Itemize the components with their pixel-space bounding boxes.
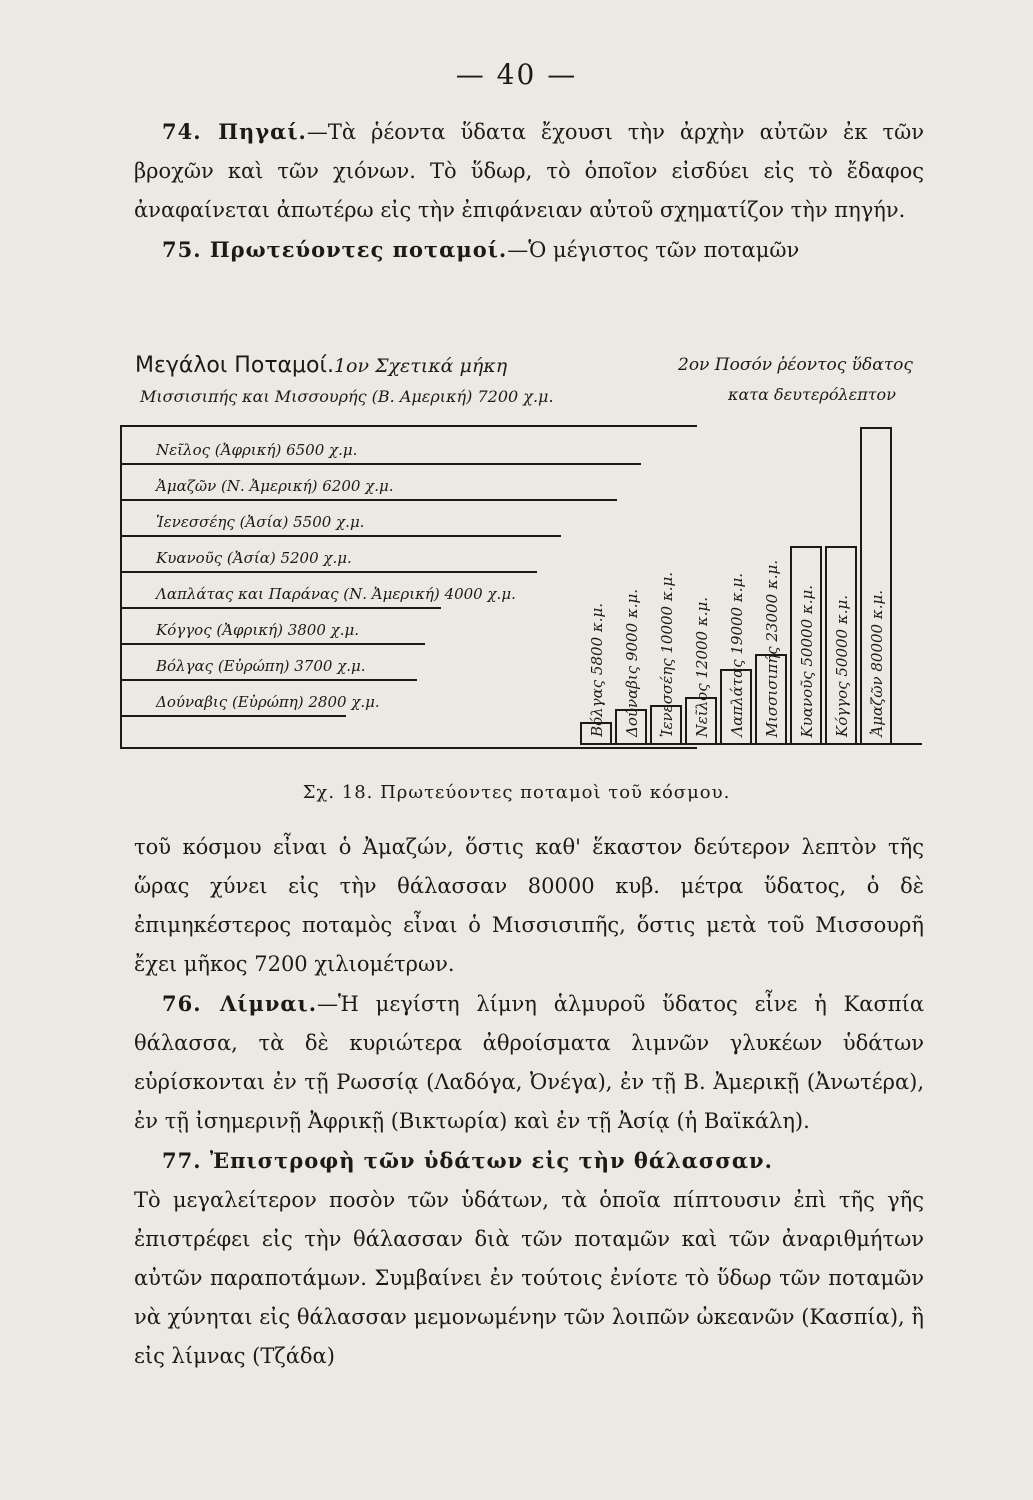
paragraph-75 [134, 230, 924, 270]
paragraph-76-text: —Ἡ μεγίστη λίμνη ἁλμυροῦ ὕδατος εἶνε ἡ Κασπία θάλασσα, τὰ δὲ κυριώτερα ἀθροίσματα λιμνῶν γλυκέων ὑδάτων εὑρίσκονται ἐν τῇ Ρωσσίᾳ (Λαδόγα, Ὀνέγα), ἐν τῇ Β. Ἀμερικῇ (Ἀνωτέρα), ἐν τῇ ἰσημερινῇ Ἀφρικῇ (Βικτωρία) καὶ ἐν τῇ Ἀσίᾳ (ἡ Βαϊκάλη). [134, 992, 925, 1133]
length-bar-label: Ἱενεσσέης (Ἀσία) 5500 χ.μ. [156, 513, 365, 531]
figure-title-right: 2ον Ποσόν ῥέοντος ὕδατος [678, 355, 913, 375]
discharge-bar-label: Κυανοῦς 50000 κ.μ. [798, 584, 816, 737]
heading-75: 75. Πρωτεύοντες ποταμοί. [162, 237, 508, 262]
discharge-baseline [580, 743, 922, 745]
paragraph-77 [134, 1141, 924, 1181]
length-bar-label: Κυανοῦς (Ἀσία) 5200 χ.μ. [156, 549, 352, 567]
figure-title-left [135, 353, 507, 378]
length-bar-label: Βόλγας (Εὐρώπη) 3700 χ.μ. [156, 657, 366, 675]
discharge-bar-label: Ἱενεσσέης 10000 κ.μ. [658, 571, 676, 737]
discharge-bar-label: Βόλγας 5800 κ.μ. [588, 603, 606, 737]
length-bar [122, 463, 617, 501]
paragraph-76 [134, 984, 924, 1141]
discharge-bar-label: Κόγγος 50000 κ.μ. [833, 595, 851, 737]
length-bar [122, 571, 516, 609]
discharge-chart [580, 425, 920, 745]
discharge-bar-label: Μισσισιπής 23000 κ.μ. [763, 559, 781, 737]
heading-76: 76. Λίμναι. [162, 991, 318, 1016]
length-bar-label: Νεῖλος (Ἀφρική) 6500 χ.μ. [156, 441, 358, 459]
figure-title-main: Μεγάλοι Ποταμοί. [135, 353, 334, 378]
length-bar [122, 607, 425, 645]
length-bar-label: Κόγγος (Ἀφρική) 3800 χ.μ. [156, 621, 360, 639]
discharge-bar-label: Δούναβις 9000 κ.μ. [623, 588, 641, 737]
discharge-bar-label: Λαπλάτας 19000 κ.μ. [728, 573, 746, 737]
length-bar-label: Λαπλάτας και Παράνας (Ν. Ἀμερική) 4000 χ.μ. [156, 585, 516, 603]
length-bar-label: Ἀμαζῶν (Ν. Ἀμερική) 6200 χ.μ. [156, 477, 394, 495]
figure-subtitle-right: κατα δευτερόλεπτον [728, 385, 896, 404]
figure-title-lengths: 1ον Σχετικά μήκη [333, 355, 508, 377]
paragraph-74-text: —Τὰ ῥέοντα ὕδατα ἔχουσι τὴν ἀρχὴν αὐτῶν ἐκ τῶν βροχῶν καὶ τῶν χιόνων. Τὸ ὕδωρ, τὸ ὁποῖον εἰσδύει εἰς τὸ ἔδαφος ἀναφαίνεται ἀπωτέρω εἰς τὴν ἐπιφάνειαν αὐτοῦ σχηματίζον τὴν πηγήν. [134, 120, 924, 222]
lower-text-block [134, 828, 924, 1376]
length-bar [122, 535, 537, 573]
length-bar [122, 499, 561, 537]
discharge-bar-label: Ἀμαζῶν 80000 κ.μ. [868, 590, 886, 737]
paragraph-75-text: —Ὁ μέγιστος τῶν ποταμῶν [507, 238, 800, 262]
top-bar-label: Μισσισιπής και Μισσουρής (Β. Αμερική) 7200 χ.μ. [140, 387, 554, 406]
paragraph-75-continued: τοῦ κόσμου εἶναι ὁ Ἀμαζών, ὅστις καθ' ἕκαστον δεύτερον λεπτὸν τῆς ὥρας χύνει εἰς τὴν θάλασσαν 80000 κυβ. μέτρα ὕδατος, ὁ δὲ ἐπιμηκέστερος ποταμὸς εἶναι ὁ Μισσισιπῆς, ὅστις μετὰ τοῦ Μισσουρῆ ἔχει μῆκος 7200 χιλιομέτρων. [134, 835, 924, 976]
discharge-bar-label: Νεῖλος 12000 κ.μ. [693, 596, 711, 737]
heading-74: 74. Πηγαί. [162, 119, 307, 144]
paragraph-77-text: Τὸ μεγαλείτερον ποσὸν τῶν ὑδάτων, τὰ ὁποῖα πίπτουσιν ἐπὶ τῆς γῆς ἐπιστρέφει εἰς τὴν θάλασσαν διὰ τῶν ποταμῶν καὶ τῶν ἀναριθμήτων αὐτῶν παραποτάμων. Συμβαίνει ἐν τούτοις ἐνίοτε τὸ ὕδωρ τῶν ποταμῶν νὰ χύνηται εἰς θάλασσαν μεμονωμένην τῶν λοιπῶν ὠκεανῶν (Κασπία), ἢ εἰς λίμνας (Τζάδα) [134, 1188, 924, 1368]
upper-text-block [134, 112, 924, 270]
heading-77: 77. Ἐπιστροφὴ τῶν ὑδάτων εἰς τὴν θάλασσαν. [162, 1148, 773, 1173]
length-bar-label: Δούναβις (Εὐρώπη) 2800 χ.μ. [156, 693, 380, 711]
length-bar [122, 643, 417, 681]
length-bar [122, 679, 380, 717]
length-bar [122, 427, 641, 465]
rivers-figure [100, 345, 980, 765]
figure-caption: Σχ. 18. Πρωτεύοντες ποταμοὶ τοῦ κόσμου. [302, 782, 731, 803]
page-number: — 40 — [455, 58, 578, 91]
paragraph-74 [134, 112, 924, 230]
